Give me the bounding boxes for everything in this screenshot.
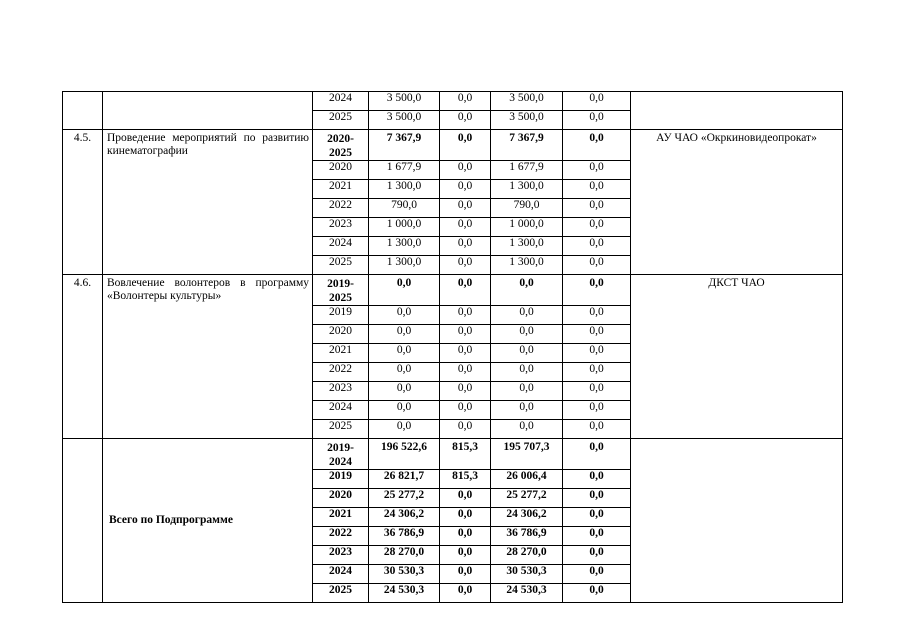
federal-budget-cell: 0,0 (440, 420, 491, 439)
extra-budget-cell: 0,0 (563, 584, 631, 603)
extra-budget-cell: 0,0 (563, 199, 631, 218)
regional-budget-cell: 28 270,0 (491, 546, 563, 565)
extra-budget-cell: 0,0 (563, 382, 631, 401)
total-funding-cell: 0,0 (369, 363, 440, 382)
regional-budget-cell: 30 530,3 (491, 565, 563, 584)
extra-budget-cell: 0,0 (563, 237, 631, 256)
federal-budget-cell: 0,0 (440, 527, 491, 546)
regional-budget-cell: 25 277,2 (491, 489, 563, 508)
item-name (103, 92, 313, 130)
federal-budget-cell: 0,0 (440, 382, 491, 401)
federal-budget-cell: 0,0 (440, 130, 491, 161)
total-funding-cell: 0,0 (369, 275, 440, 306)
federal-budget-cell: 0,0 (440, 306, 491, 325)
federal-budget-cell: 0,0 (440, 401, 491, 420)
year-cell: 2021 (313, 508, 369, 527)
regional-budget-cell: 0,0 (491, 363, 563, 382)
total-funding-cell: 196 522,6 (369, 439, 440, 470)
year-cell: 2022 (313, 199, 369, 218)
total-funding-cell: 24 306,2 (369, 508, 440, 527)
total-funding-cell: 1 677,9 (369, 161, 440, 180)
year-cell: 2024 (313, 92, 369, 111)
year-cell: 2019-2024 (313, 439, 369, 470)
federal-budget-cell: 0,0 (440, 508, 491, 527)
federal-budget-cell: 815,3 (440, 439, 491, 470)
extra-budget-cell: 0,0 (563, 489, 631, 508)
table-row (63, 275, 843, 306)
total-label: Всего по Подпрограмме (103, 439, 313, 603)
item-executor (631, 92, 843, 130)
federal-budget-cell: 0,0 (440, 92, 491, 111)
regional-budget-cell: 0,0 (491, 401, 563, 420)
total-funding-cell: 30 530,3 (369, 565, 440, 584)
item-number (63, 92, 103, 130)
table-row (63, 130, 843, 161)
total-funding-cell: 0,0 (369, 420, 440, 439)
year-cell: 2020-2025 (313, 130, 369, 161)
extra-budget-cell: 0,0 (563, 527, 631, 546)
extra-budget-cell: 0,0 (563, 92, 631, 111)
total-funding-cell: 790,0 (369, 199, 440, 218)
item-executor: АУ ЧАО «Окркиновидеопрокат» (631, 130, 843, 275)
regional-budget-cell: 1 300,0 (491, 256, 563, 275)
regional-budget-cell: 7 367,9 (491, 130, 563, 161)
item-name: Проведение мероприятий по развитию кинематографии (103, 130, 313, 275)
extra-budget-cell: 0,0 (563, 508, 631, 527)
subprogram-funding-table (62, 91, 843, 603)
year-cell: 2020 (313, 161, 369, 180)
federal-budget-cell: 0,0 (440, 275, 491, 306)
regional-budget-cell: 1 300,0 (491, 237, 563, 256)
year-cell: 2024 (313, 237, 369, 256)
federal-budget-cell: 0,0 (440, 256, 491, 275)
federal-budget-cell: 0,0 (440, 584, 491, 603)
extra-budget-cell: 0,0 (563, 439, 631, 470)
total-funding-cell: 28 270,0 (369, 546, 440, 565)
year-cell: 2025 (313, 584, 369, 603)
regional-budget-cell: 195 707,3 (491, 439, 563, 470)
regional-budget-cell: 1 677,9 (491, 161, 563, 180)
extra-budget-cell: 0,0 (563, 546, 631, 565)
federal-budget-cell: 0,0 (440, 565, 491, 584)
extra-budget-cell: 0,0 (563, 180, 631, 199)
year-cell: 2019 (313, 470, 369, 489)
federal-budget-cell: 0,0 (440, 161, 491, 180)
year-cell: 2025 (313, 111, 369, 130)
federal-budget-cell: 0,0 (440, 546, 491, 565)
extra-budget-cell: 0,0 (563, 306, 631, 325)
total-funding-cell: 0,0 (369, 382, 440, 401)
item-executor: ДКСТ ЧАО (631, 275, 843, 439)
total-row (63, 439, 843, 470)
federal-budget-cell: 0,0 (440, 180, 491, 199)
total-funding-cell: 24 530,3 (369, 584, 440, 603)
total-funding-cell: 1 300,0 (369, 237, 440, 256)
extra-budget-cell: 0,0 (563, 420, 631, 439)
regional-budget-cell: 790,0 (491, 199, 563, 218)
year-cell: 2024 (313, 401, 369, 420)
extra-budget-cell: 0,0 (563, 363, 631, 382)
total-funding-cell: 0,0 (369, 344, 440, 363)
regional-budget-cell: 1 300,0 (491, 180, 563, 199)
total-funding-cell: 0,0 (369, 306, 440, 325)
federal-budget-cell: 815,3 (440, 470, 491, 489)
regional-budget-cell: 1 000,0 (491, 218, 563, 237)
extra-budget-cell: 0,0 (563, 218, 631, 237)
year-cell: 2023 (313, 382, 369, 401)
extra-budget-cell: 0,0 (563, 470, 631, 489)
federal-budget-cell: 0,0 (440, 344, 491, 363)
item-name: Вовлечение волонтеров в программу «Волонтеры культуры» (103, 275, 313, 439)
regional-budget-cell: 0,0 (491, 306, 563, 325)
regional-budget-cell: 26 006,4 (491, 470, 563, 489)
total-funding-cell: 3 500,0 (369, 111, 440, 130)
table-body (63, 92, 843, 603)
year-cell: 2019 (313, 306, 369, 325)
regional-budget-cell: 3 500,0 (491, 111, 563, 130)
federal-budget-cell: 0,0 (440, 489, 491, 508)
item-number: 4.6. (63, 275, 103, 439)
extra-budget-cell: 0,0 (563, 130, 631, 161)
regional-budget-cell: 0,0 (491, 420, 563, 439)
year-cell: 2021 (313, 344, 369, 363)
regional-budget-cell: 3 500,0 (491, 92, 563, 111)
total-funding-cell: 0,0 (369, 325, 440, 344)
regional-budget-cell: 36 786,9 (491, 527, 563, 546)
extra-budget-cell: 0,0 (563, 401, 631, 420)
table-row (63, 92, 843, 111)
total-funding-cell: 25 277,2 (369, 489, 440, 508)
total-funding-cell: 1 300,0 (369, 180, 440, 199)
year-cell: 2019-2025 (313, 275, 369, 306)
extra-budget-cell: 0,0 (563, 256, 631, 275)
year-cell: 2025 (313, 420, 369, 439)
extra-budget-cell: 0,0 (563, 325, 631, 344)
total-funding-cell: 0,0 (369, 401, 440, 420)
regional-budget-cell: 24 530,3 (491, 584, 563, 603)
federal-budget-cell: 0,0 (440, 237, 491, 256)
year-cell: 2020 (313, 489, 369, 508)
extra-budget-cell: 0,0 (563, 275, 631, 306)
year-cell: 2020 (313, 325, 369, 344)
year-cell: 2024 (313, 565, 369, 584)
year-cell: 2023 (313, 218, 369, 237)
total-funding-cell: 26 821,7 (369, 470, 440, 489)
federal-budget-cell: 0,0 (440, 199, 491, 218)
federal-budget-cell: 0,0 (440, 363, 491, 382)
regional-budget-cell: 0,0 (491, 275, 563, 306)
extra-budget-cell: 0,0 (563, 111, 631, 130)
year-cell: 2022 (313, 527, 369, 546)
total-funding-cell: 7 367,9 (369, 130, 440, 161)
extra-budget-cell: 0,0 (563, 565, 631, 584)
total-funding-cell: 1 300,0 (369, 256, 440, 275)
year-cell: 2021 (313, 180, 369, 199)
year-cell: 2023 (313, 546, 369, 565)
year-cell: 2025 (313, 256, 369, 275)
regional-budget-cell: 24 306,2 (491, 508, 563, 527)
regional-budget-cell: 0,0 (491, 344, 563, 363)
total-funding-cell: 36 786,9 (369, 527, 440, 546)
year-cell: 2022 (313, 363, 369, 382)
extra-budget-cell: 0,0 (563, 344, 631, 363)
federal-budget-cell: 0,0 (440, 111, 491, 130)
regional-budget-cell: 0,0 (491, 325, 563, 344)
total-funding-cell: 1 000,0 (369, 218, 440, 237)
total-executor (631, 439, 843, 603)
total-funding-cell: 3 500,0 (369, 92, 440, 111)
extra-budget-cell: 0,0 (563, 161, 631, 180)
regional-budget-cell: 0,0 (491, 382, 563, 401)
federal-budget-cell: 0,0 (440, 325, 491, 344)
total-number (63, 439, 103, 603)
item-number: 4.5. (63, 130, 103, 275)
federal-budget-cell: 0,0 (440, 218, 491, 237)
